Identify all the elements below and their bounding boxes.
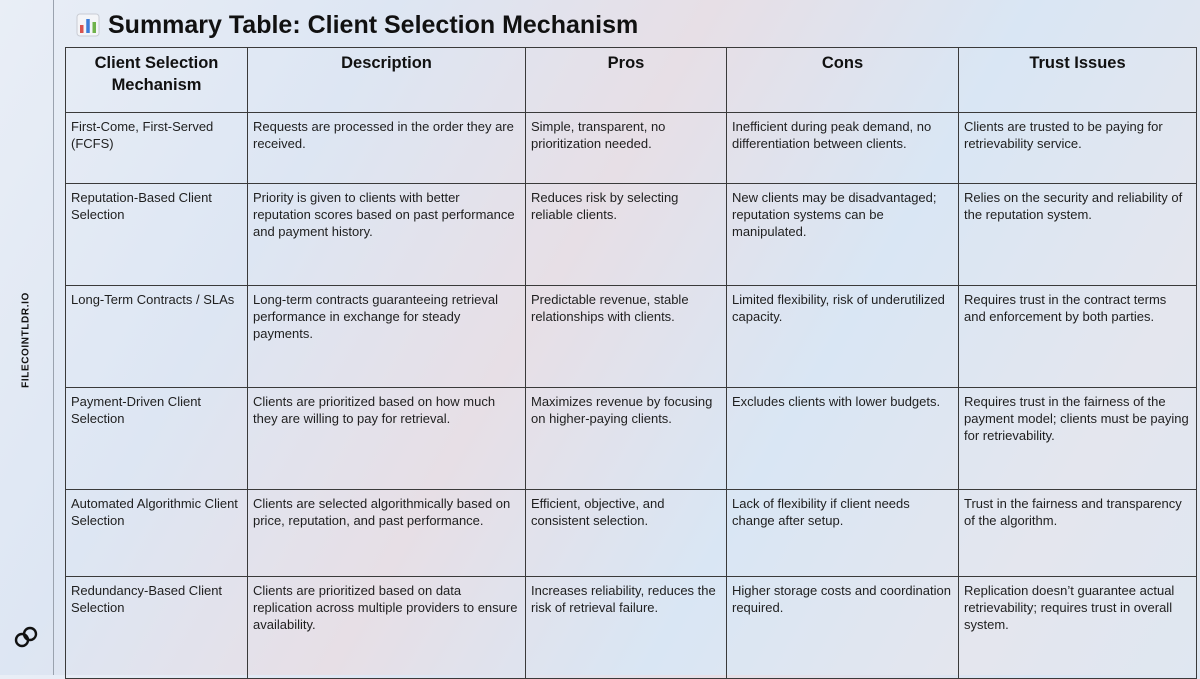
cell-trust-issues: Replication doesn’t guarantee actual retrievability; requires trust in overall system. bbox=[959, 577, 1197, 679]
cell-pros: Predictable revenue, stable relationships with clients. bbox=[526, 286, 727, 388]
column-header-mechanism: Client Selection Mechanism bbox=[66, 48, 248, 113]
table-row bbox=[66, 184, 1197, 286]
table-row bbox=[66, 577, 1197, 679]
cell-description: Priority is given to clients with better reputation scores based on past performance and payment history. bbox=[248, 184, 526, 286]
cell-trust-issues: Trust in the fairness and transparency of the algorithm. bbox=[959, 490, 1197, 577]
cell-trust-issues: Requires trust in the contract terms and enforcement by both parties. bbox=[959, 286, 1197, 388]
bar-chart-icon bbox=[76, 13, 100, 37]
cell-mechanism: Redundancy-Based Client Selection bbox=[66, 577, 248, 679]
cell-description: Clients are prioritized based on how much they are willing to pay for retrieval. bbox=[248, 388, 526, 490]
cell-mechanism: Automated Algorithmic Client Selection bbox=[66, 490, 248, 577]
column-header-description: Description bbox=[248, 48, 526, 113]
cell-trust-issues: Relies on the security and reliability of the reputation system. bbox=[959, 184, 1197, 286]
cell-mechanism: Reputation-Based Client Selection bbox=[66, 184, 248, 286]
cell-description: Requests are processed in the order they are received. bbox=[248, 113, 526, 184]
summary-table bbox=[65, 47, 1197, 679]
cell-pros: Maximizes revenue by focusing on higher-paying clients. bbox=[526, 388, 727, 490]
cell-cons: Limited flexibility, risk of underutilized capacity. bbox=[727, 286, 959, 388]
cell-pros: Simple, transparent, no prioritization needed. bbox=[526, 113, 727, 184]
column-header-trust-issues: Trust Issues bbox=[959, 48, 1197, 113]
cell-cons: Lack of flexibility if client needs change after setup. bbox=[727, 490, 959, 577]
brand-label: FILECOINTLDR.IO bbox=[20, 292, 32, 388]
cell-cons: New clients may be disadvantaged; reputation systems can be manipulated. bbox=[727, 184, 959, 286]
header bbox=[76, 10, 638, 40]
cell-cons: Higher storage costs and coordination required. bbox=[727, 577, 959, 679]
cell-trust-issues: Requires trust in the fairness of the payment model; clients must be paying for retrievability. bbox=[959, 388, 1197, 490]
table-row bbox=[66, 113, 1197, 184]
cell-cons: Inefficient during peak demand, no differentiation between clients. bbox=[727, 113, 959, 184]
cell-mechanism: Payment-Driven Client Selection bbox=[66, 388, 248, 490]
table-row bbox=[66, 286, 1197, 388]
table-header-row bbox=[66, 48, 1197, 113]
column-header-pros: Pros bbox=[526, 48, 727, 113]
column-header-cons: Cons bbox=[727, 48, 959, 113]
table-row bbox=[66, 490, 1197, 577]
cell-pros: Increases reliability, reduces the risk of retrieval failure. bbox=[526, 577, 727, 679]
cell-cons: Excludes clients with lower budgets. bbox=[727, 388, 959, 490]
cell-description: Clients are selected algorithmically based on price, reputation, and past performance. bbox=[248, 490, 526, 577]
cell-description: Clients are prioritized based on data replication across multiple providers to ensure availability. bbox=[248, 577, 526, 679]
page-title: Summary Table: Client Selection Mechanism bbox=[108, 10, 639, 39]
table-row bbox=[66, 388, 1197, 490]
cell-pros: Reduces risk by selecting reliable clients. bbox=[526, 184, 727, 286]
cell-mechanism: Long-Term Contracts / SLAs bbox=[66, 286, 248, 388]
cell-trust-issues: Clients are trusted to be paying for retrievability service. bbox=[959, 113, 1197, 184]
cell-description: Long-term contracts guaranteeing retrieval performance in exchange for steady payments. bbox=[248, 286, 526, 388]
filecoin-tldr-logo-icon bbox=[12, 623, 40, 651]
cell-mechanism: First-Come, First-Served (FCFS) bbox=[66, 113, 248, 184]
cell-pros: Efficient, objective, and consistent selection. bbox=[526, 490, 727, 577]
sidebar bbox=[0, 0, 54, 675]
